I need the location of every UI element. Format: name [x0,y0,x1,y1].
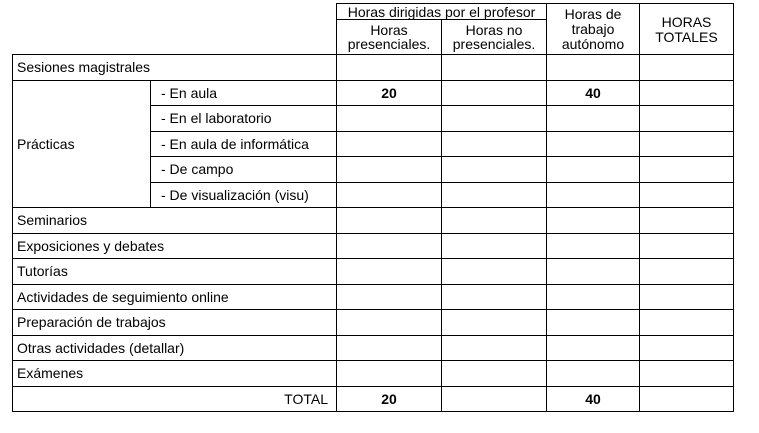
cell-empty [640,157,734,183]
cell-empty [442,80,547,106]
cell-empty [640,386,734,412]
cell-empty [337,335,442,361]
header-no-presenciales: Horas no presenciales. [442,20,547,55]
row-total [13,386,734,412]
cell-empty [547,335,640,361]
cell-empty [547,259,640,285]
cell-empty [640,310,734,336]
cell-empty [442,182,547,208]
cell-empty [547,106,640,132]
cell-empty [547,284,640,310]
cell-empty [337,310,442,336]
label-practicas-informatica: - En aula de informática [151,131,337,157]
cell-empty [640,361,734,387]
cell-empty [337,361,442,387]
cell-empty [640,259,734,285]
cell-empty [640,80,734,106]
value-aula-autonomo: 40 [547,80,640,106]
label-practicas-campo: - De campo [151,157,337,183]
header-totales: HORAS TOTALES [640,4,734,55]
label-preparacion: Preparación de trabajos [13,310,337,336]
cell-empty [337,208,442,234]
label-seguimiento: Actividades de seguimiento online [13,284,337,310]
cell-empty [337,284,442,310]
cell-empty [337,55,442,81]
row-practicas-aula [13,80,734,106]
row-seguimiento [13,284,734,310]
label-tutorias: Tutorías [13,259,337,285]
cell-empty [640,335,734,361]
cell-empty [547,310,640,336]
header-group-professor: Horas dirigidas por el profesor [337,4,547,20]
cell-empty [442,106,547,132]
cell-empty [547,208,640,234]
row-examenes [13,361,734,387]
hours-table [12,3,734,412]
row-seminarios [13,208,734,234]
row-otras [13,335,734,361]
cell-empty [640,233,734,259]
header-row-1 [13,4,734,20]
cell-empty [442,361,547,387]
cell-empty [337,182,442,208]
cell-empty [640,131,734,157]
cell-empty [547,182,640,208]
label-practicas-laboratorio: - En el laboratorio [151,106,337,132]
cell-empty [442,335,547,361]
cell-empty [442,310,547,336]
total-autonomo: 40 [547,386,640,412]
cell-empty [640,55,734,81]
header-empty-cell [13,4,337,55]
cell-empty [442,259,547,285]
label-practicas-visu: - De visualización (visu) [151,182,337,208]
value-aula-presenciales: 20 [337,80,442,106]
row-exposiciones [13,233,734,259]
cell-empty [640,106,734,132]
cell-empty [547,157,640,183]
cell-empty [547,55,640,81]
cell-empty [640,208,734,234]
cell-empty [337,233,442,259]
row-preparacion [13,310,734,336]
cell-empty [337,106,442,132]
label-seminarios: Seminarios [13,208,337,234]
cell-empty [442,131,547,157]
label-practicas-aula: - En aula [151,80,337,106]
cell-empty [547,361,640,387]
label-sesiones: Sesiones magistrales [13,55,337,81]
row-tutorias [13,259,734,285]
cell-empty [442,208,547,234]
cell-empty [442,157,547,183]
header-presenciales: Horas presenciales. [337,20,442,55]
cell-empty [547,131,640,157]
cell-empty [442,386,547,412]
label-exposiciones: Exposiciones y debates [13,233,337,259]
cell-empty [547,233,640,259]
cell-empty [442,233,547,259]
label-examenes: Exámenes [13,361,337,387]
cell-empty [337,259,442,285]
label-practicas: Prácticas [13,80,151,208]
cell-empty [640,284,734,310]
row-sesiones [13,55,734,81]
cell-empty [442,284,547,310]
cell-empty [337,131,442,157]
header-autonomo: Horas de trabajo autónomo [547,4,640,55]
label-total: TOTAL [13,386,337,412]
cell-empty [337,157,442,183]
label-otras: Otras actividades (detallar) [13,335,337,361]
cell-empty [640,182,734,208]
cell-empty [442,55,547,81]
total-presenciales: 20 [337,386,442,412]
